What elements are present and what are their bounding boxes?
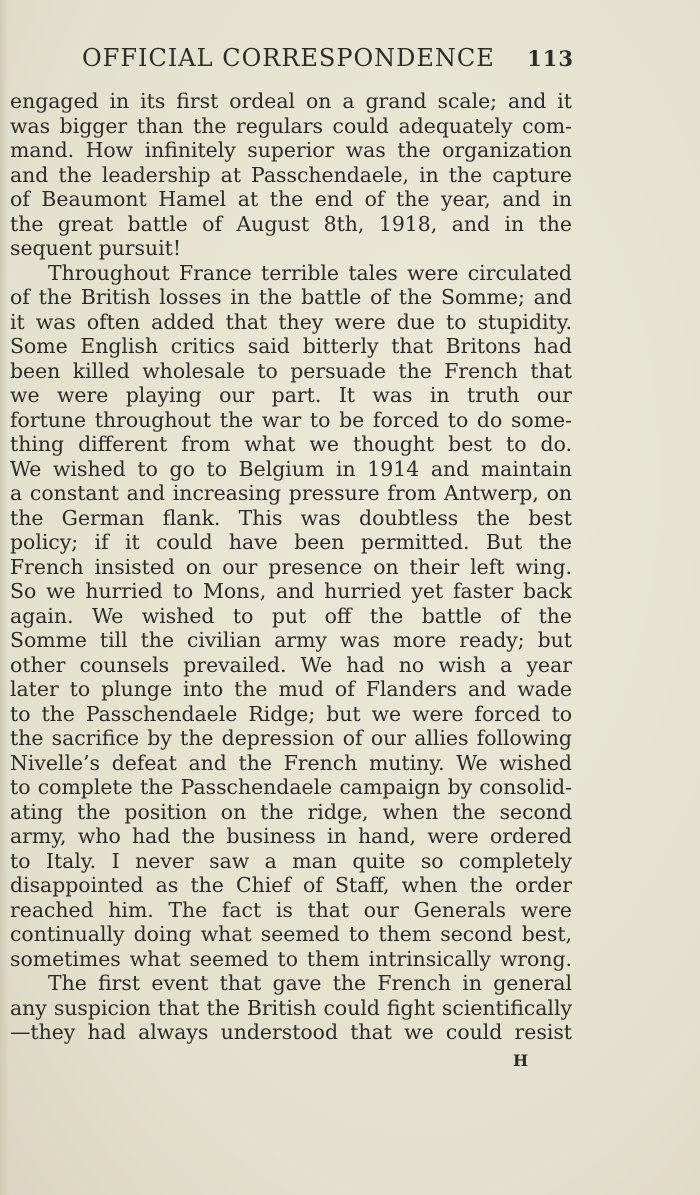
text-line: other counsels prevailed. We had no wish a year [10,652,572,677]
text-line: of Beaumont Hamel at the end of the year, and in [10,187,572,211]
text-line: and the leadership at Passchendaele, in the capture [10,162,572,187]
text-line: a constant and increasing pressure from Antwerp, on [10,481,572,505]
text-line: to complete the Passchendaele campaign by consolid- [10,775,572,799]
text-line: the great battle of August 8th, 1918, and in the [10,211,572,236]
text-line: French insisted on our presence on their left wing. [10,554,572,579]
text-line: again. We wished to put off the battle of the [10,603,572,628]
text-line: been killed wholesale to persuade the French that [10,358,572,383]
text-line: fortune throughout the war to be forced to do some- [10,407,572,432]
text-line: Some English critics said bitterly that Britons had [10,334,572,358]
text-line: the sacrifice by the depression of our allies following [10,726,572,750]
signature-mark: H [513,1051,529,1070]
text-line: any suspicion that the British could fight scientifically [10,995,572,1020]
text-line: ating the position on the ridge, when the second [10,799,572,824]
text-line: So we hurried to Mons, and hurried yet faster back [10,579,572,603]
text-line: thing different from what we thought best to do. [10,432,572,456]
text-line: we were playing our part. It was in truth our [10,383,572,407]
text-line: to the Passchendaele Ridge; but we were forced to [10,701,572,726]
text-line: the German flank. This was doubtless the best [10,505,572,530]
text-line: disappointed as the Chief of Staff, when the order [10,873,572,897]
text-line: was bigger than the regulars could adequately com- [10,113,572,138]
text-line: policy; if it could have been permitted. But the [10,530,572,554]
page-number: 113 [527,46,574,71]
text-line: —they had always understood that we could resist [10,1020,572,1044]
text-line: sometimes what seemed to them intrinsically wrong. [10,946,572,971]
text-line: Throughout France terrible tales were circulated [48,260,572,285]
text-line: it was often added that they were due to stupidity. [10,309,572,334]
running-header [82,44,574,74]
text-line: of the British losses in the battle of the Somme; and [10,285,572,309]
text-line: mand. How infinitely superior was the organization [10,138,572,162]
page-binding-shadow [0,0,8,1195]
text-line: reached him. The fact is that our Generals were [10,897,572,922]
text-line: sequent pursuit! [10,236,182,260]
body-text [10,89,572,1045]
text-line: engaged in its first ordeal on a grand scale; and it [10,89,572,113]
text-line: army, who had the business in hand, were ordered [10,824,572,848]
header-title: OFFICIAL CORRESPONDENCE [82,44,495,72]
text-line: Nivelle’s defeat and the French mutiny. We wished [10,750,572,775]
text-line: Somme till the civilian army was more ready; but [10,628,572,652]
text-line: We wished to go to Belgium in 1914 and maintain [10,456,572,481]
text-line: The first event that gave the French in general [48,971,572,995]
text-line: continually doing what seemed to them second best, [10,922,572,946]
text-line: later to plunge into the mud of Flanders and wade [10,677,572,701]
text-line: to Italy. I never saw a man quite so completely [10,848,572,873]
